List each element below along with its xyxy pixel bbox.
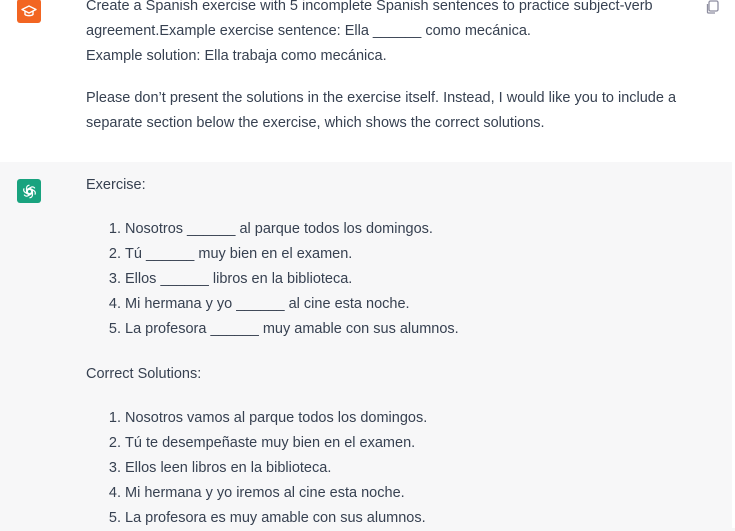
solution-item: 4. Mi hermana y yo iremos al cine esta noche.	[125, 481, 698, 506]
user-avatar	[17, 0, 41, 23]
copy-icon[interactable]	[705, 0, 719, 14]
user-message-text	[86, 0, 698, 136]
solution-item: 1. Nosotros vamos al parque todos los domingos.	[125, 406, 698, 431]
user-message-line: Example solution: Ella trabaja como mecánica.	[86, 48, 387, 64]
solutions-heading: Correct Solutions:	[86, 366, 202, 382]
exercise-item: 3. Ellos ______ libros en la biblioteca.	[125, 267, 698, 292]
exercise-item: 2. Tú ______ muy bien en el examen.	[125, 242, 698, 267]
openai-logo-icon	[21, 183, 38, 200]
solution-item: 2. Tú te desempeñaste muy bien en el examen.	[125, 431, 698, 456]
user-message-paragraph: Please don’t present the solutions in the exercise itself. Instead, I would like you to include a separate section below the exercise, which shows the correct solutions.	[86, 90, 677, 131]
assistant-avatar	[17, 179, 41, 203]
user-message-line: Create a Spanish exercise with 5 incomplete Spanish sentences to practice subject-verb	[86, 0, 653, 14]
solution-item: 3. Ellos leen libros en la biblioteca.	[125, 456, 698, 481]
exercise-item: 1. Nosotros ______ al parque todos los domingos.	[125, 217, 698, 242]
assistant-message	[0, 162, 732, 528]
user-message-line: agreement.Example exercise sentence: Ella ______ como mecánica.	[86, 23, 531, 39]
solution-item: 5. La profesora es muy amable con sus alumnos.	[125, 506, 698, 531]
user-message	[0, 0, 733, 162]
graduation-cap-icon	[21, 3, 37, 19]
exercise-item: 4. Mi hermana y yo ______ al cine esta noche.	[125, 292, 698, 317]
solutions-list	[86, 406, 698, 531]
exercise-item: 5. La profesora ______ muy amable con sus alumnos.	[125, 317, 698, 342]
exercise-heading: Exercise:	[86, 177, 146, 193]
exercise-list	[86, 217, 698, 342]
assistant-message-text	[86, 173, 698, 531]
